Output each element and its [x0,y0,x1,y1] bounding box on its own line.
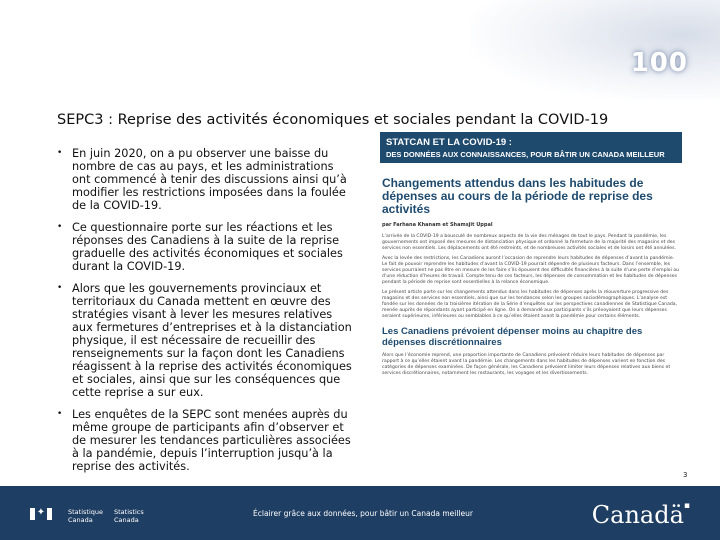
page-number: 3 [683,471,688,479]
document-paragraph: L’arrivée de la COVID-19 a bousculé de nombreux aspects de la vie des ménages de tout le pays. Pendant la pandémie, les gouvernements ont imposé des mesures de distanciation physique et ordonné la fermeture de la majorité des magasins et des services non essentiels. Les déplacements ont été restreints, et de nombreuses activités sociales et de loisirs ont été annulées. [382,234,676,251]
banner-line-1: STATCAN ET LA COVID-19 : [386,137,512,148]
bullet-text: Les enquêtes de la SEPC sont menées auprès du même groupe de participants afin d’observer et de mesurer les tendances particulières associées à la pandémie, depuis l’interruption jusqu’à la reprise des activités. [72,408,351,473]
bullet-item [57,221,353,273]
bullet-text: Alors que les gouvernements provinciaux et territoriaux du Canada mettent en œuvre des stratégies visant à lever les mesures relatives aux fermetures d’entreprises et à la distanciation physique, il est nécessaire de recueillir des renseignements sur la façon dont les Canadiens réagissent à la reprise des activités économiques et sociales, ainsi que sur les conséquences que cette reprise a sur eux. [72,282,352,399]
anniversary-decoration [470,0,720,100]
document-paragraph: Le présent article porte sur les changements attendus dans les habitudes de dépenses après la réouverture progressive des magasins et des services non essentiels, ainsi que sur les tendances selon les groupes sociodémographiques. L’analyse est fondée sur les données de la troisième itération de la Série d’enquêtes sur les perspectives canadiennes de Statistique Canada, menée auprès de répondants ayant participé en ligne. On a demandé aux participants s’ils prévoyaient que leurs dépenses seraient supérieures, inférieures ou semblables à ce qu’elles étaient avant la pandémie pour certains éléments. [382,290,678,319]
footer-tagline: Éclairer grâce aux données, pour bâtir un Canada meilleur [253,509,473,518]
bullet-item [57,282,353,399]
bullet-dot-icon: • [57,409,63,419]
document-section-heading: Les Canadiens prévoient dépenser moins au chapitre des dépenses discrétionnaires [382,326,643,348]
agency-name-fr: Statistique Canada [68,508,103,524]
banner-line-2: DES DONNÉES AUX CONNAISSANCES, POUR BÂTIR UN CANADA MEILLEUR [386,150,665,159]
document-authors: par Farhana Khanam et Shamsjit Uppal [382,222,493,228]
document-thumbnail [380,132,682,484]
bullet-dot-icon: • [57,283,63,293]
document-banner [380,132,682,163]
canada-wordmark: Canadä▪ [591,501,690,529]
document-paragraph: Alors que l’économie reprend, une proportion importante de Canadiens prévoient réduire leurs habitudes de dépenses par rapport à ce qu’elles étaient avant la pandémie. Les changements dans les habitudes de dépenses varient en fonction des catégories de dépenses examinées. De façon générale, les Canadiens prévoient limiter leurs dépenses relatives aux biens et services discrétionnaires, notamment les restaurants, les voyages et les divertissements. [382,353,671,376]
bullet-item [57,408,353,473]
bullet-dot-icon: • [57,222,63,232]
slide-title: SEPC3 : Reprise des activités économiques et sociales pendant la COVID-19 [57,112,609,128]
anniversary-badge: 100 [630,48,688,78]
bullet-text: En juin 2020, on a pu observer une baisse du nombre de cas au pays, et les administrations ont commencé à tenir des discussions ainsi qu’à modifier les restrictions imposées dans la foulée de la COVID-19. [72,147,347,212]
document-paragraph: Avec la levée des restrictions, les Canadiens auront l’occasion de reprendre leurs habitudes de dépenses d’avant la pandémie. Le fait de pouvoir reprendre les habitudes d’avant la COVID-19 pourrait dépendre de plusieurs facteurs. Dans l’ensemble, les services pourraient ne pas être en mesure de les faire s’ils épousent des difficultés financières à la suite d’une perte d’emploi ou d’une réduction d’heures de travail. Compte tenu de ces facteurs, les dépenses de consommation et les habitudes de dépenses pendant la période de reprise sont essentielles à la relance économique. [382,256,680,285]
bullet-list [57,147,353,482]
bullet-dot-icon: • [57,148,63,158]
document-heading: Changements attendus dans les habitudes de dépenses au cours de la période de reprise des activités [382,176,653,216]
agency-name-en: Statistics Canada [114,508,144,524]
canada-flag-icon: ✦ [30,508,52,520]
bullet-item [57,147,353,212]
bullet-text: Ce questionnaire porte sur les réactions et les réponses des Canadiens à la suite de la reprise graduelle des activités économiques et sociales durant la COVID-19. [72,221,343,273]
canada-wordmark-flag-icon: ▪ [683,501,690,511]
